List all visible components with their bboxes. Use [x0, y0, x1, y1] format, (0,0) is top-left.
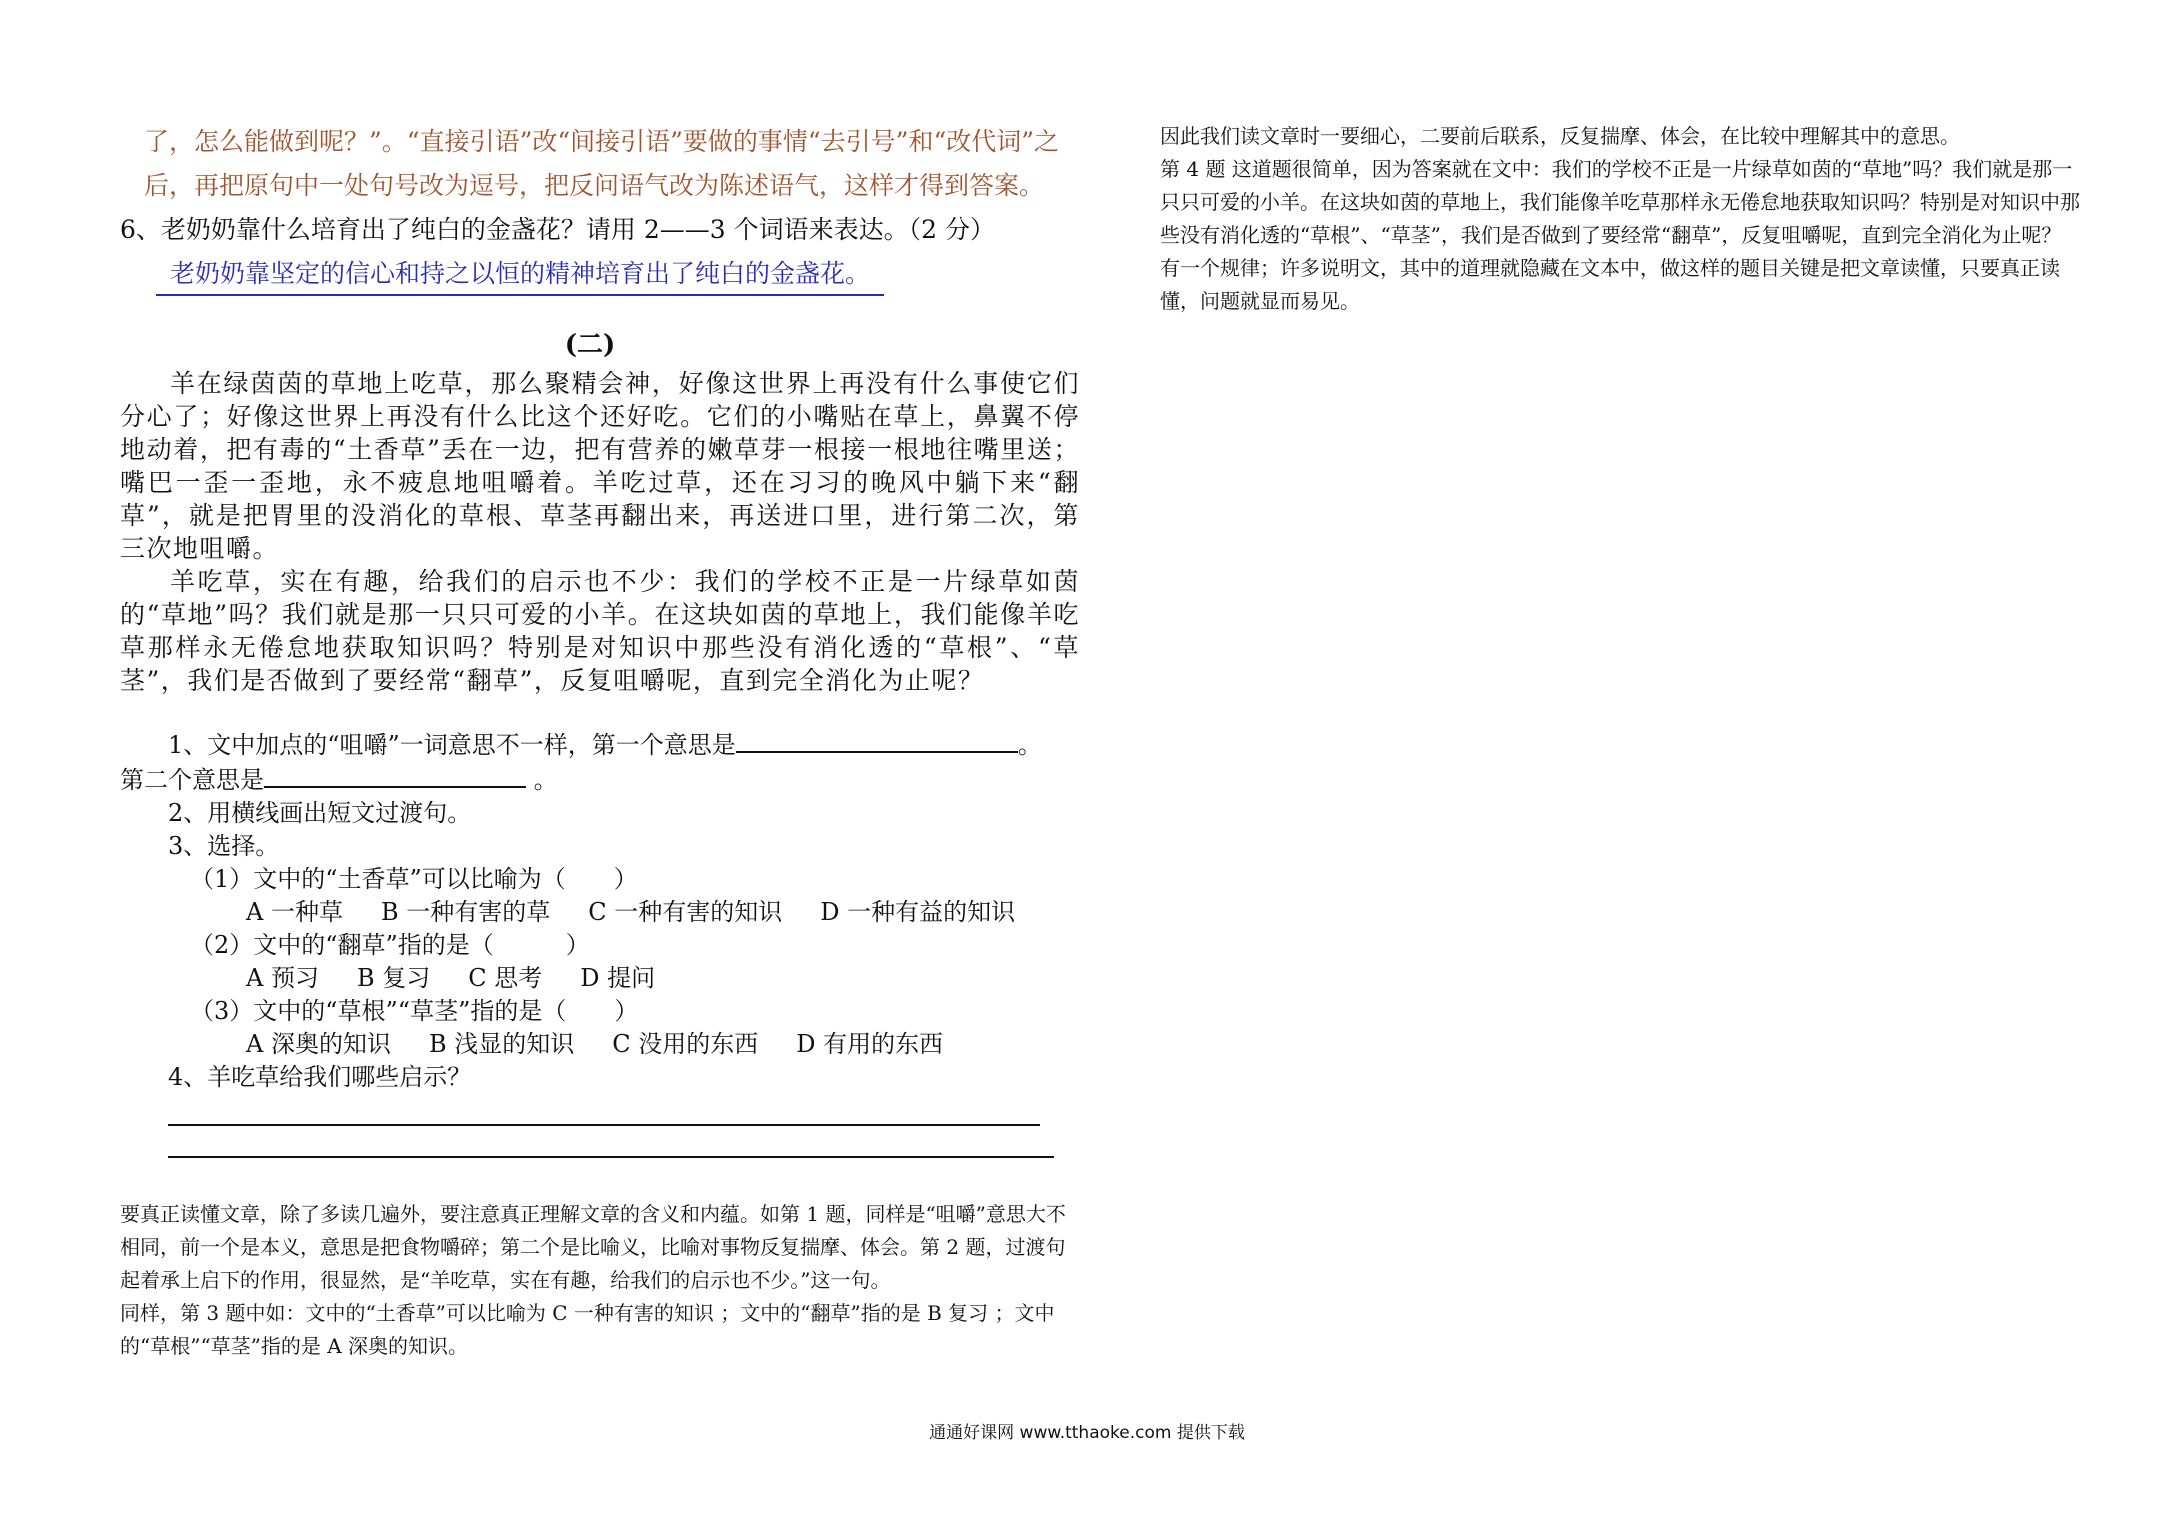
question-3-3: （3）文中的“草根”“草茎”指的是（ ） — [190, 997, 639, 1025]
passage-paragraph-1: 羊在绿茵茵的草地上吃草，那么聚精会神，好像这世界上再没有什么事使它们分心了；好像这世界上再没有什么比这个还好吃。它们的小嘴贴在草上，鼻翼不停地动着，把有毒的“土香草”丢在一边，把有营养的嫩草芽一根接一根地往嘴里送；嘴巴一歪一歪地，永不疲息地咀嚼着。羊吃过草，还在习习的晚风中躺下来“翻草”，就是把胃里的没消化的草根、草茎再翻出来，再送进口里，进行第二次，第三次地咀嚼。 — [120, 369, 1080, 563]
option-3-3-c[interactable]: C 没用的东西 — [612, 1030, 759, 1058]
question-4: 4、羊吃草给我们哪些启示？ — [168, 1063, 472, 1091]
option-3-1-d[interactable]: D 一种有益的知识 — [820, 898, 1016, 926]
right-note-2: 第 4 题 这道题很简单，因为答案就在文中：我们的学校不正是一片绿草如茵的“草地”吗？我们就是那一只只可爱的小羊。在这块如茵的草地上，我们能像羊吃草那样永无倦怠地获取知识吗？特别是对知识中那些没有消化透的“草根”、“草茎”，我们是否做到了要经常“翻草”，反复咀嚼呢，直到完全消化为止呢？ — [1160, 157, 2080, 247]
question-2: 2、用横线画出短文过渡句。 — [168, 799, 472, 827]
option-3-2-a[interactable]: A 预习 — [246, 964, 319, 992]
right-column — [1160, 120, 2090, 318]
section-title: (二) — [564, 330, 616, 360]
question-1-line-1 — [120, 727, 1080, 762]
question-1-blank-1[interactable] — [736, 727, 1018, 753]
answer-note-2: 同样，第 3 题中如：文中的“土香草”可以比喻为 C 一种有害的知识 ；文中的“翻草”指的是 B 复习 ；文中的“草根”“草茎”指的是 A 深奥的知识。 — [120, 1301, 1055, 1358]
question-1-blank-2[interactable] — [264, 762, 526, 788]
passage-paragraph-2: 羊吃草，实在有趣，给我们的启示也不少：我们的学校不正是一片绿草如茵的“草地”吗？我们就是那一只只可爱的小羊。在这块如茵的草地上，我们能像羊吃草那样永无倦怠地获取知识吗？特别是对知识中那些没有消化透的“草根”、“草茎”，我们是否做到了要经常“翻草”，反复咀嚼呢，直到完全消化为止呢？ — [120, 567, 1080, 695]
question-list — [120, 727, 1080, 1158]
option-3-2-c[interactable]: C 思考 — [468, 964, 543, 992]
question-3-3-options — [120, 1028, 1080, 1061]
question-3: 3、选择。 — [168, 832, 280, 860]
answer-notes — [120, 1198, 1080, 1363]
question-3-1-options — [120, 896, 1080, 929]
question-4-answer-line-2[interactable] — [168, 1126, 1054, 1158]
option-3-1-b[interactable]: B 一种有害的草 — [380, 898, 551, 926]
question-6: 6、老奶奶靠什么培育出了纯白的金盏花？请用 2——3 个词语来表达。（2 分） — [120, 215, 995, 244]
right-note-3: 有一个规律；许多说明文，其中的道理就隐藏在文本中，做这样的题目关键是把文章读懂，只要真正读懂，问题就显而易见。 — [1160, 256, 2060, 313]
option-3-3-a[interactable]: A 深奥的知识 — [246, 1030, 391, 1058]
question-4-answer-line-1[interactable] — [168, 1094, 1040, 1126]
option-3-1-c[interactable]: C 一种有害的知识 — [588, 898, 783, 926]
option-3-2-d[interactable]: D 提问 — [580, 964, 656, 992]
question-3-1: （1）文中的“土香草”可以比喻为（ ） — [190, 865, 638, 893]
question-1-text: 1、文中加点的“咀嚼”一词意思不一样，第一个意思是 — [168, 731, 736, 759]
question-3-2-options — [120, 962, 1080, 995]
question-6-answer: 老奶奶靠坚定的信心和持之以恒的精神培育出了纯白的金盏花。 — [156, 254, 884, 296]
left-column — [120, 120, 1080, 1363]
question-1-line-2 — [120, 762, 1080, 797]
option-3-3-d[interactable]: D 有用的东西 — [796, 1030, 944, 1058]
option-3-2-b[interactable]: B 复习 — [356, 964, 431, 992]
question-1-second-meaning-label: 第二个意思是 — [120, 766, 264, 794]
question-3-2: （2）文中的“翻草”指的是（ ） — [190, 931, 590, 959]
reading-passage — [120, 367, 1080, 697]
right-note-1: 因此我们读文章时一要细心，二要前后联系，反复揣摩、体会，在比较中理解其中的意思。 — [1160, 124, 1960, 148]
option-3-1-a[interactable]: A 一种草 — [246, 898, 343, 926]
question-1-period-2: 。 — [526, 766, 558, 794]
option-3-3-b[interactable]: B 浅显的知识 — [428, 1030, 575, 1058]
answer-note-1: 要真正读懂文章，除了多读几遍外，要注意真正理解文章的含义和内蕴。如第 1 题，同样是“咀嚼”意思大不相同，前一个是本义，意思是把食物嚼碎；第二个是比喻义，比喻对事物反复揣摩、体会。第 2 题，过渡句起着承上启下的作用，很显然，是“羊吃草，实在有趣，给我们的启示也不少。”这一句。 — [120, 1202, 1066, 1292]
previous-answer-text: 了，怎么能做到呢？”。“直接引语”改“间接引语”要做的事情“去引号”和“改代词”之后，再把原句中一处句号改为逗号，把反问语气改为陈述语气，这样才得到答案。 — [144, 127, 1060, 200]
page-footer: 通通好课网 www.tthaoke.com 提供下载 — [929, 1423, 1245, 1443]
question-1-period-1: 。 — [1017, 731, 1042, 759]
